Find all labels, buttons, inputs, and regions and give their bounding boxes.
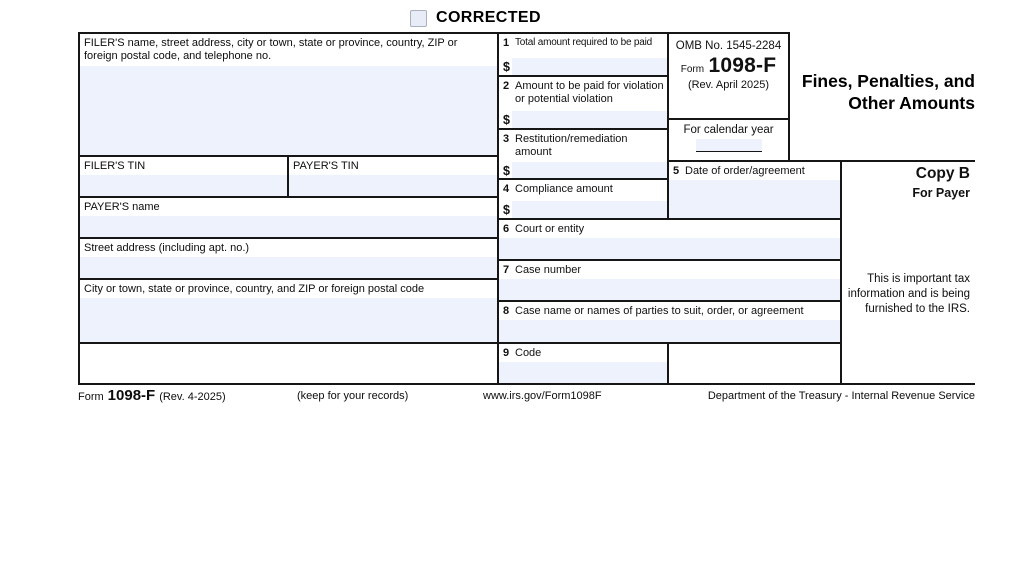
footer-form-word: Form bbox=[78, 391, 104, 403]
box4-label: Compliance amount bbox=[515, 183, 613, 195]
box3 bbox=[497, 128, 667, 178]
payer-name-box bbox=[78, 196, 497, 237]
box7 bbox=[497, 259, 840, 300]
box9 bbox=[497, 342, 667, 383]
footer-keep-note: (keep for your records) bbox=[297, 390, 409, 402]
footer-form-number: 1098-F bbox=[107, 387, 156, 404]
box4-dollar-sign: $ bbox=[499, 201, 512, 218]
city-input[interactable] bbox=[80, 298, 497, 342]
payer-name-input[interactable] bbox=[80, 216, 497, 237]
copy-b-column bbox=[840, 160, 975, 383]
box7-label: Case number bbox=[515, 264, 582, 276]
filer-tin-label: FILER'S TIN bbox=[84, 160, 146, 172]
box1-amount-input[interactable] bbox=[512, 58, 667, 75]
box1-label: Total amount required to be paid bbox=[515, 37, 653, 48]
box4-amount-input[interactable] bbox=[512, 201, 667, 218]
street-address-input[interactable] bbox=[80, 257, 497, 278]
form-word: Form bbox=[680, 64, 705, 75]
box8-number: 8 bbox=[503, 305, 510, 317]
box7-number: 7 bbox=[503, 264, 510, 276]
filer-tin-input[interactable] bbox=[80, 175, 287, 196]
footer-irs-url: www.irs.gov/Form1098F bbox=[483, 390, 602, 402]
city-label: City or town, state or province, country, and ZIP or foreign postal code bbox=[84, 283, 425, 295]
footer-form-revision: (Rev. 4-2025) bbox=[159, 391, 226, 403]
calendar-year-input[interactable] bbox=[696, 139, 762, 152]
box8-case-name-input[interactable] bbox=[499, 320, 840, 342]
corrected-row bbox=[410, 9, 541, 27]
box5 bbox=[667, 160, 840, 218]
box1-number: 1 bbox=[503, 37, 510, 49]
empty-cell-bottom-left bbox=[78, 342, 497, 383]
corrected-label: CORRECTED bbox=[436, 9, 541, 26]
form-revision: (Rev. April 2025) bbox=[687, 79, 770, 91]
box2-number: 2 bbox=[503, 80, 510, 92]
form-title-line1: Fines, Penalties, and bbox=[801, 71, 975, 91]
box2-amount-input[interactable] bbox=[512, 111, 667, 128]
box6-court-input[interactable] bbox=[499, 238, 840, 259]
box6 bbox=[497, 218, 840, 259]
omb-number: OMB No. 1545-2284 bbox=[675, 40, 782, 52]
box6-number: 6 bbox=[503, 223, 510, 235]
footer-department: Department of the Treasury - Internal Revenue Service bbox=[707, 390, 975, 402]
box4-number: 4 bbox=[503, 183, 510, 195]
box6-label: Court or entity bbox=[515, 223, 585, 235]
filer-address-box bbox=[78, 32, 497, 155]
box5-number: 5 bbox=[673, 165, 680, 177]
box8 bbox=[497, 300, 840, 342]
payer-name-label: PAYER'S name bbox=[84, 201, 160, 213]
box9-label: Code bbox=[515, 347, 542, 359]
payer-tin-input[interactable] bbox=[289, 175, 497, 196]
box5-label: Date of order/agreement bbox=[685, 165, 805, 177]
box4 bbox=[497, 178, 667, 218]
form-title-line2: Other Amounts bbox=[848, 93, 975, 114]
form-title bbox=[765, 70, 975, 115]
form-number: 1098-F bbox=[708, 54, 777, 77]
box1 bbox=[497, 32, 667, 75]
street-address-box bbox=[78, 237, 497, 278]
box5-date-input[interactable] bbox=[669, 180, 840, 218]
payer-tin-label: PAYER'S TIN bbox=[293, 160, 359, 172]
calendar-year-box bbox=[667, 118, 790, 160]
calendar-year-label: For calendar year bbox=[683, 124, 774, 136]
box3-number: 3 bbox=[503, 133, 510, 145]
box2-dollar-sign: $ bbox=[499, 111, 512, 128]
box3-dollar-sign: $ bbox=[499, 162, 512, 178]
copy-b-label: Copy B bbox=[915, 165, 970, 182]
irs-notice-text: This is important tax information and is being furnished to the IRS. bbox=[847, 273, 970, 315]
city-box bbox=[78, 278, 497, 342]
filer-tin-box bbox=[78, 155, 287, 196]
box9-code-input[interactable] bbox=[499, 362, 667, 383]
filer-address-label: FILER'S name, street address, city or town, state or province, country, ZIP or foreign postal code, and telephone no. bbox=[84, 37, 458, 63]
box3-label: Restitution/remediation amount bbox=[515, 133, 628, 159]
payer-tin-box bbox=[287, 155, 497, 196]
corrected-checkbox[interactable] bbox=[410, 10, 427, 27]
street-address-label: Street address (including apt. no.) bbox=[84, 242, 250, 254]
box9-number: 9 bbox=[503, 347, 510, 359]
box2-label: Amount to be paid for violation or potential violation bbox=[515, 80, 664, 106]
for-payer-label: For Payer bbox=[912, 186, 970, 200]
empty-cell-bottom-middle bbox=[667, 342, 840, 383]
box8-label: Case name or names of parties to suit, order, or agreement bbox=[515, 305, 804, 317]
form-bottom-border bbox=[78, 383, 975, 385]
footer-form-id bbox=[78, 387, 226, 404]
box1-dollar-sign: $ bbox=[499, 58, 512, 75]
box3-amount-input[interactable] bbox=[512, 162, 667, 178]
box2 bbox=[497, 75, 667, 128]
box7-case-number-input[interactable] bbox=[499, 279, 840, 300]
filer-address-input[interactable] bbox=[80, 66, 497, 155]
